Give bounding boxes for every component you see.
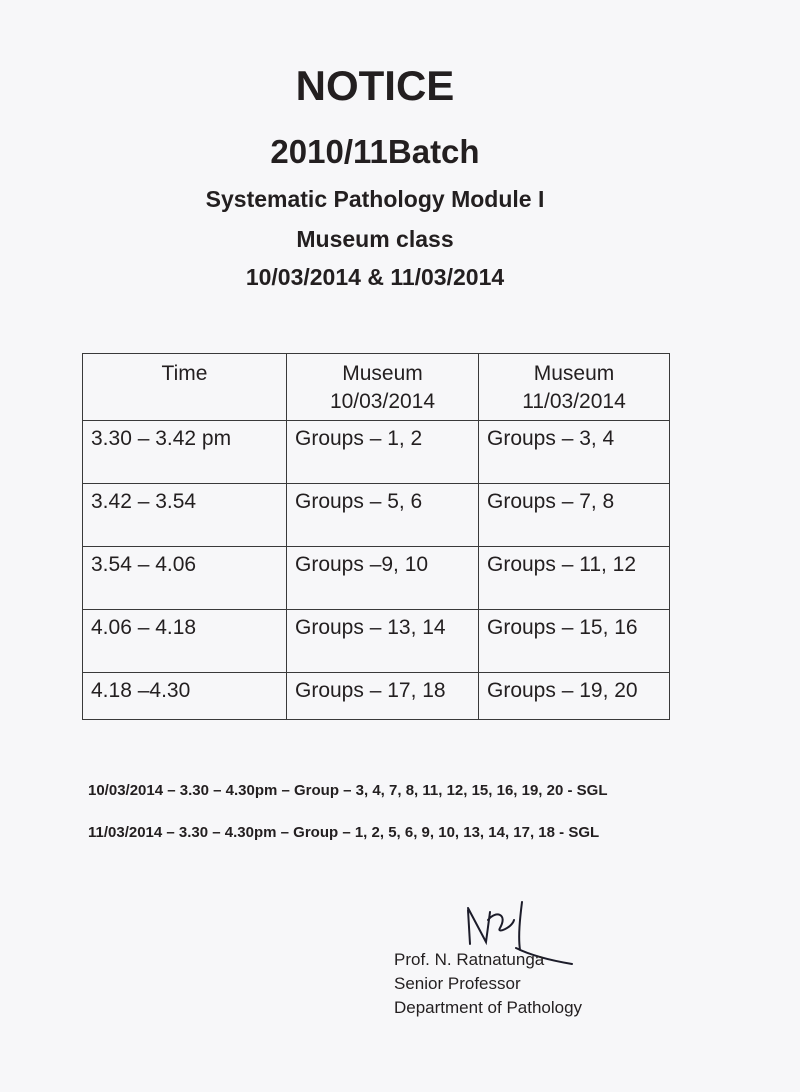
time-cell: 3.42 – 3.54 <box>83 484 287 547</box>
column-header-time <box>83 354 287 421</box>
day1-groups-cell: Groups – 13, 14 <box>287 610 479 673</box>
column-header-museum-day1 <box>287 354 479 421</box>
column-header-line: Museum <box>533 362 615 385</box>
schedule-table <box>82 353 670 720</box>
column-header-line: Museum <box>342 362 423 385</box>
table-row <box>83 547 670 610</box>
day2-groups-cell: Groups – 15, 16 <box>479 610 670 673</box>
class-title: Museum class <box>296 226 454 252</box>
sgl-note-day1: 10/03/2014 – 3.30 – 4.30pm – Group – 3, 4, 7, 8, 11, 12, 15, 16, 19, 20 - SGL <box>88 782 608 799</box>
column-header-line: 10/03/2014 <box>329 390 436 413</box>
time-cell: 4.18 –4.30 <box>83 673 287 720</box>
day1-groups-cell: Groups – 1, 2 <box>287 421 479 484</box>
table-row <box>83 610 670 673</box>
day2-groups-cell: Groups – 3, 4 <box>479 421 670 484</box>
time-cell: 3.30 – 3.42 pm <box>83 421 287 484</box>
column-header-line: 11/03/2014 <box>522 390 626 413</box>
notice-heading: NOTICE <box>295 62 455 109</box>
signatory-department: Department of Pathology <box>394 998 583 1017</box>
day2-groups-cell: Groups – 19, 20 <box>479 673 670 720</box>
time-cell: 4.06 – 4.18 <box>83 610 287 673</box>
day2-groups-cell: Groups – 11, 12 <box>479 547 670 610</box>
sgl-note-day2: 11/03/2014 – 3.30 – 4.30pm – Group – 1, 2, 5, 6, 9, 10, 13, 14, 17, 18 - SGL <box>88 824 600 841</box>
day1-groups-cell: Groups – 5, 6 <box>287 484 479 547</box>
signature-block <box>394 948 582 1020</box>
time-cell: 3.54 – 4.06 <box>83 547 287 610</box>
column-header-museum-day2 <box>479 354 670 421</box>
signatory-title: Senior Professor <box>394 974 521 993</box>
signatory-name: Prof. N. Ratnatunga <box>394 950 545 969</box>
batch-title: 2010/11Batch <box>270 133 480 170</box>
table-row <box>83 421 670 484</box>
table-header-row <box>83 354 670 421</box>
dates-title: 10/03/2014 & 11/03/2014 <box>245 264 505 290</box>
column-header-line: Time <box>161 362 208 385</box>
table-row <box>83 484 670 547</box>
table-row <box>83 673 670 720</box>
day2-groups-cell: Groups – 7, 8 <box>479 484 670 547</box>
module-title: Systematic Pathology Module I <box>205 186 545 212</box>
day1-groups-cell: Groups –9, 10 <box>287 547 479 610</box>
day1-groups-cell: Groups – 17, 18 <box>287 673 479 720</box>
